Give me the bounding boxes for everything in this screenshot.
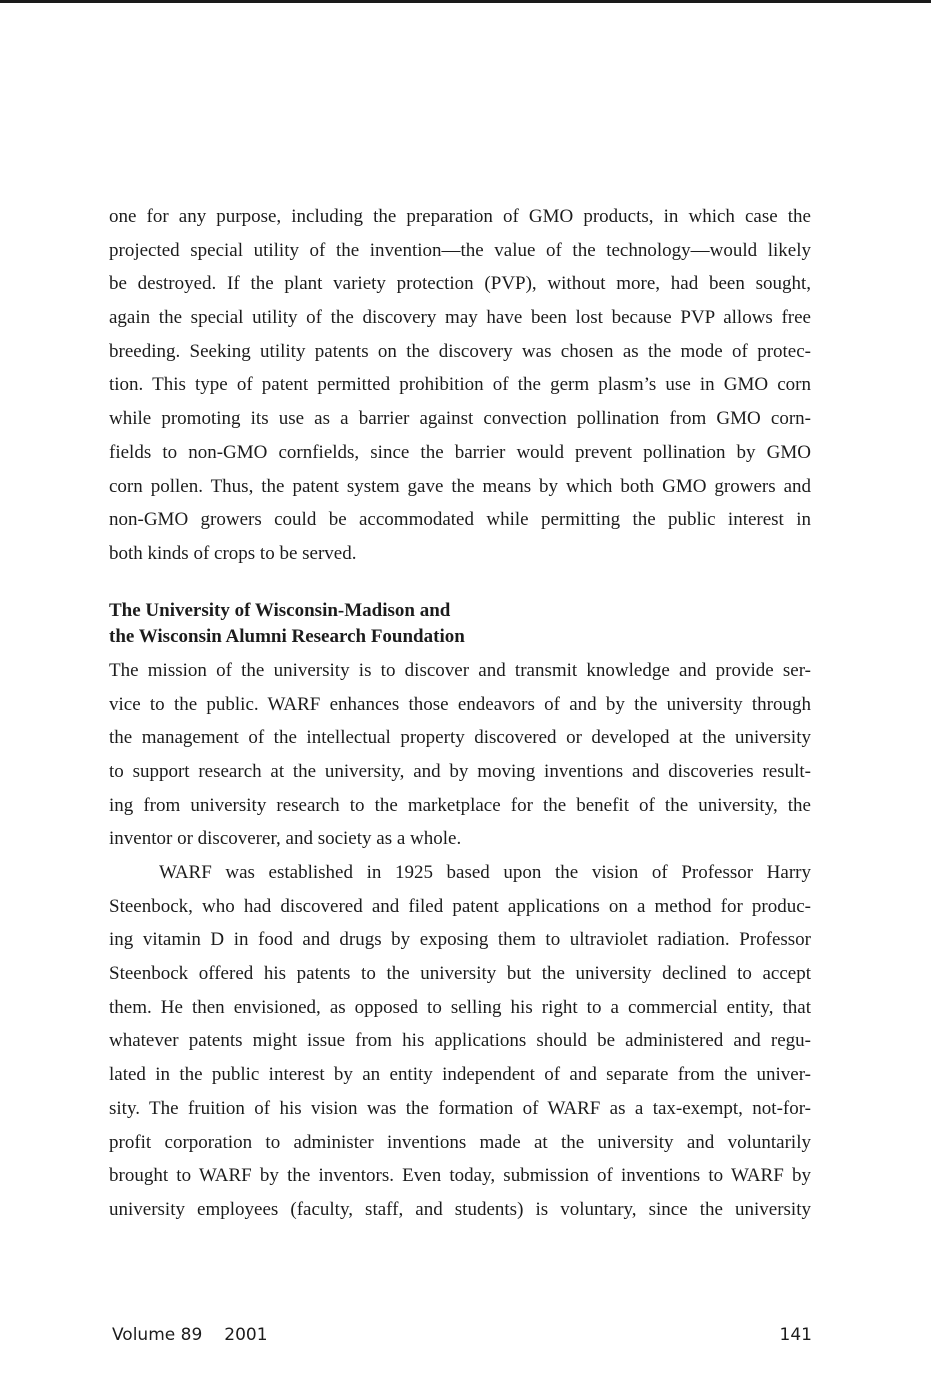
text-line: again the special utility of the discovery may have been lost because PVP allows free: [109, 307, 811, 329]
text-line: the management of the intellectual property discovered or developed at the university: [109, 727, 811, 749]
text-line: be destroyed. If the plant variety protection (PVP), without more, had been sought,: [109, 273, 811, 295]
text-line: ing vitamin D in food and drugs by exposing them to ultraviolet radiation. Professor: [109, 929, 811, 951]
footer-year: 2001: [224, 1325, 268, 1345]
text-line: both kinds of crops to be served.: [109, 542, 357, 564]
text-line: corn pollen. Thus, the patent system gave the means by which both GMO growers and: [109, 475, 811, 497]
text-line: breeding. Seeking utility patents on the discovery was chosen as the mode of protec-: [109, 340, 811, 362]
text-line: university employees (faculty, staff, and students) is voluntary, since the university: [109, 1198, 811, 1220]
text-line: Steenbock, who had discovered and filed patent applications on a method for produc-: [109, 895, 811, 917]
text-line: vice to the public. WARF enhances those endeavors of and by the university through: [109, 693, 811, 715]
paragraph-2: [109, 654, 811, 856]
text-line: while promoting its use as a barrier against convection pollination from GMO corn-: [109, 408, 811, 430]
text-line: whatever patents might issue from his applications should be administered and regu-: [109, 1030, 811, 1052]
footer-volume-info: [112, 1325, 268, 1345]
heading-line: The University of Wisconsin-Madison and: [109, 600, 451, 621]
text-line: tion. This type of patent permitted prohibition of the germ plasm’s use in GMO corn: [109, 374, 811, 396]
heading-line: the Wisconsin Alumni Research Foundation: [109, 626, 465, 647]
text-line: The mission of the university is to discover and transmit knowledge and provide ser-: [109, 660, 811, 681]
text-line: Steenbock offered his patents to the university but the university declined to accept: [109, 963, 811, 985]
text-line: to support research at the university, and by moving inventions and discoveries result-: [109, 761, 811, 783]
page-footer: [112, 1325, 812, 1351]
paragraph-3: [109, 856, 811, 1227]
text-line: one for any purpose, including the preparation of GMO products, in which case the: [109, 206, 811, 227]
text-line: projected special utility of the invention—the value of the technology—would likely: [109, 239, 811, 261]
top-rule: [0, 0, 931, 3]
paragraph-1: [109, 200, 811, 571]
text-line: profit corporation to administer inventions made at the university and voluntarily: [109, 1131, 811, 1153]
text-line: brought to WARF by the inventors. Even today, submission of inventions to WARF by: [109, 1165, 811, 1187]
footer-volume: Volume 89: [112, 1325, 203, 1345]
section-heading: [109, 598, 811, 650]
text-line: them. He then envisioned, as opposed to selling his right to a commercial entity, that: [109, 996, 811, 1018]
text-line: WARF was established in 1925 based upon the vision of Professor Harry: [159, 862, 811, 883]
text-line: lated in the public interest by an entity independent of and separate from the univer-: [109, 1064, 811, 1086]
text-line: fields to non-GMO cornfields, since the barrier would prevent pollination by GMO: [109, 441, 811, 463]
page-number: 141: [779, 1325, 812, 1345]
text-line: inventor or discoverer, and society as a whole.: [109, 828, 462, 850]
text-line: sity. The fruition of his vision was the formation of WARF as a tax-exempt, not-for-: [109, 1097, 811, 1119]
text-line: non-GMO growers could be accommodated while permitting the public interest in: [109, 509, 811, 531]
text-line: ing from university research to the marketplace for the benefit of the university, the: [109, 794, 811, 816]
